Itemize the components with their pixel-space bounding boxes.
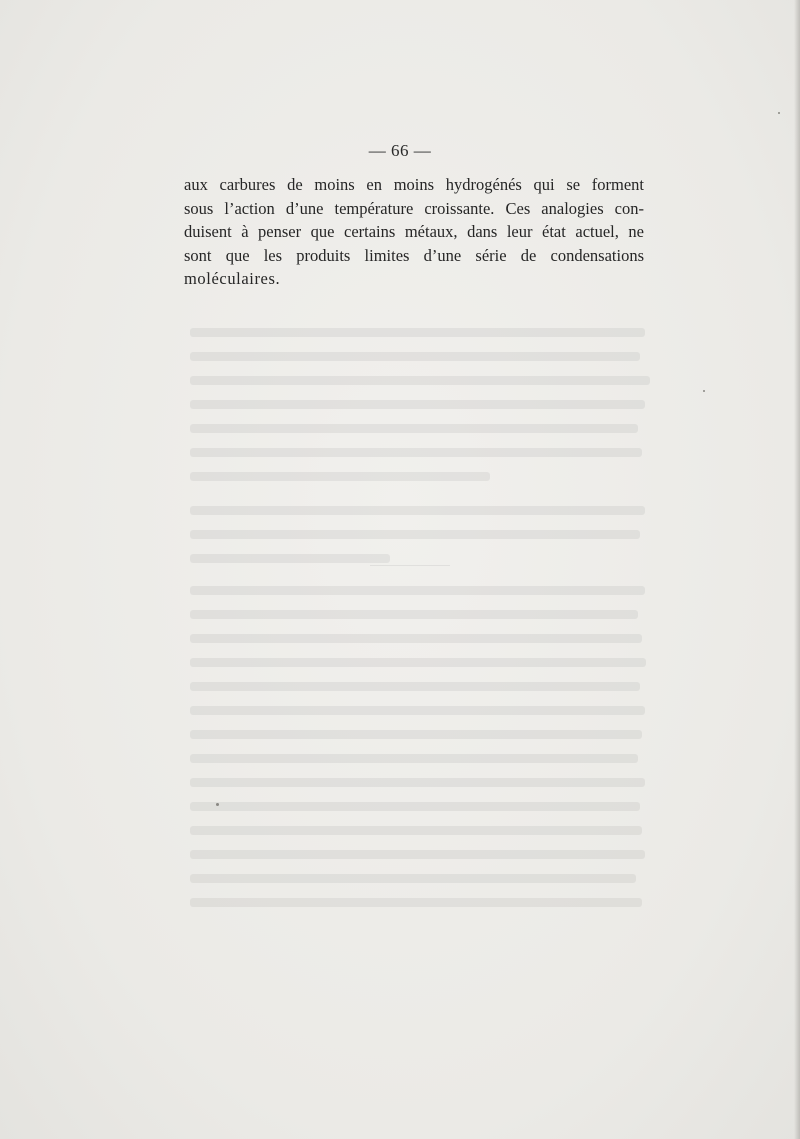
text-line: aux carbures de moins en moins hydrogénés qui se forment: [184, 175, 644, 194]
paper-speck: [216, 803, 219, 806]
paper-speck: [703, 390, 705, 392]
text-line: moléculaires.: [184, 269, 281, 289]
paper-speck: [778, 112, 780, 114]
page-edge-shadow: [794, 0, 800, 1139]
text-line: sont que les produits limites d’une série de condensations: [184, 245, 644, 265]
bleed-through-text: [190, 318, 650, 918]
text-line: sous l’action d’une température croissante. Ces analogies con-: [184, 198, 644, 218]
text-line: duisent à penser que certains métaux, dans leur état actuel, ne: [184, 222, 644, 242]
page-number: — 66 —: [368, 141, 432, 160]
body-paragraph: [184, 173, 644, 291]
